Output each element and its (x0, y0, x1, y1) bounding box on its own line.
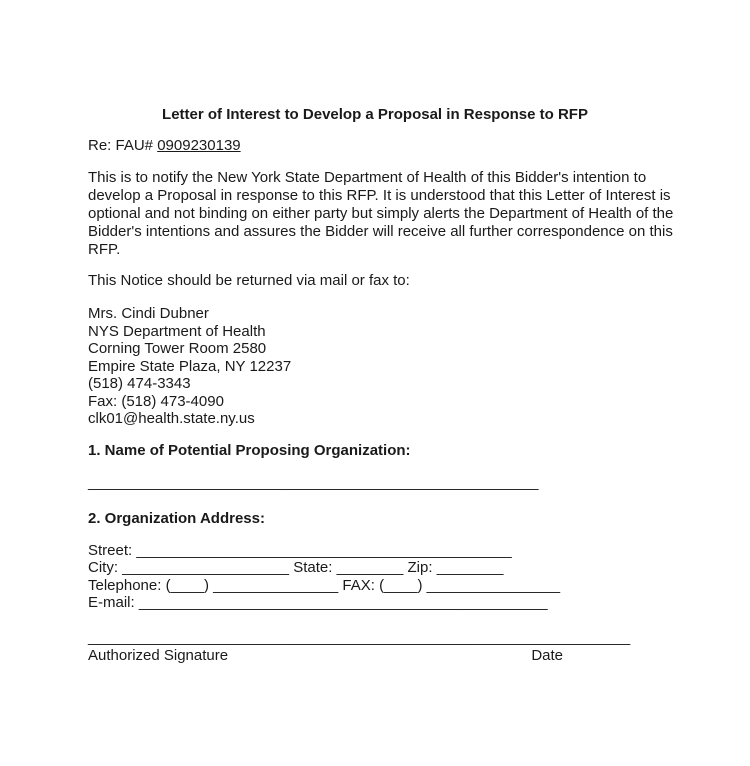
telephone-label: Telephone: (88, 576, 162, 594)
section1-heading: 1. Name of Potential Proposing Organization: (88, 441, 411, 459)
email-label: E-mail: (88, 594, 135, 611)
telephone-area-blank: (____) (165, 576, 209, 594)
state-label: State: (293, 559, 333, 576)
reference-line (88, 137, 750, 155)
address-fields-block (88, 542, 750, 612)
street-blank: _____________________________________________ (136, 541, 512, 559)
signature-labels-row (88, 647, 630, 665)
fax-label: FAX: (342, 576, 375, 594)
zip-blank: ________ (436, 559, 504, 576)
contact-fax: Fax: (518) 473-4090 (88, 392, 224, 410)
contact-phone: (518) 474-3343 (88, 375, 191, 392)
contact-room: Corning Tower Room 2580 (88, 340, 267, 357)
document-title: Letter of Interest to Develop a Proposal in Response to RFP (162, 106, 588, 123)
fau-number: 0909230139 (157, 137, 241, 154)
section2-heading: 2. Organization Address: (88, 509, 265, 527)
city-blank: ____________________ (122, 559, 290, 576)
date-label: Date (531, 646, 563, 664)
state-blank: ________ (336, 559, 404, 576)
reference-label: Re: FAU# (88, 137, 154, 154)
intro-paragraph: This is to notify the New York State Department of Health of this Bidder's intention to develop a Proposal in response to this RFP. It is understood that this Letter of Interest is optional and not binding on either party but simply alerts the Department of Health of the Bidder's intentions and assures the Bidder will receive all further correspondence on this RFP. (88, 169, 674, 258)
contact-block (88, 305, 750, 428)
zip-label: Zip: (407, 559, 433, 576)
city-state-zip-line (88, 559, 750, 577)
street-label: Street: (88, 541, 133, 559)
fax-blank: ________________ (426, 576, 561, 594)
signature-rule-line: _________________________________________________________________ (88, 628, 631, 646)
contact-email: clk01@health.state.ny.us (88, 410, 255, 427)
telephone-fax-line (88, 577, 750, 595)
contact-name: Mrs. Cindi Dubner (88, 305, 209, 322)
fax-area-blank: (____) (379, 576, 423, 594)
email-blank: _________________________________________________ (138, 594, 548, 611)
return-notice: This Notice should be returned via mail or fax to: (88, 272, 410, 289)
authorized-signature-label: Authorized Signature (88, 646, 229, 664)
city-label: City: (88, 559, 118, 576)
email-field-line (88, 594, 750, 612)
street-field-line (88, 542, 750, 560)
telephone-blank: _______________ (213, 576, 339, 594)
contact-department: NYS Department of Health (88, 322, 266, 340)
organization-name-blank: ______________________________________________________ (88, 473, 539, 491)
contact-address: Empire State Plaza, NY 12237 (88, 357, 292, 375)
